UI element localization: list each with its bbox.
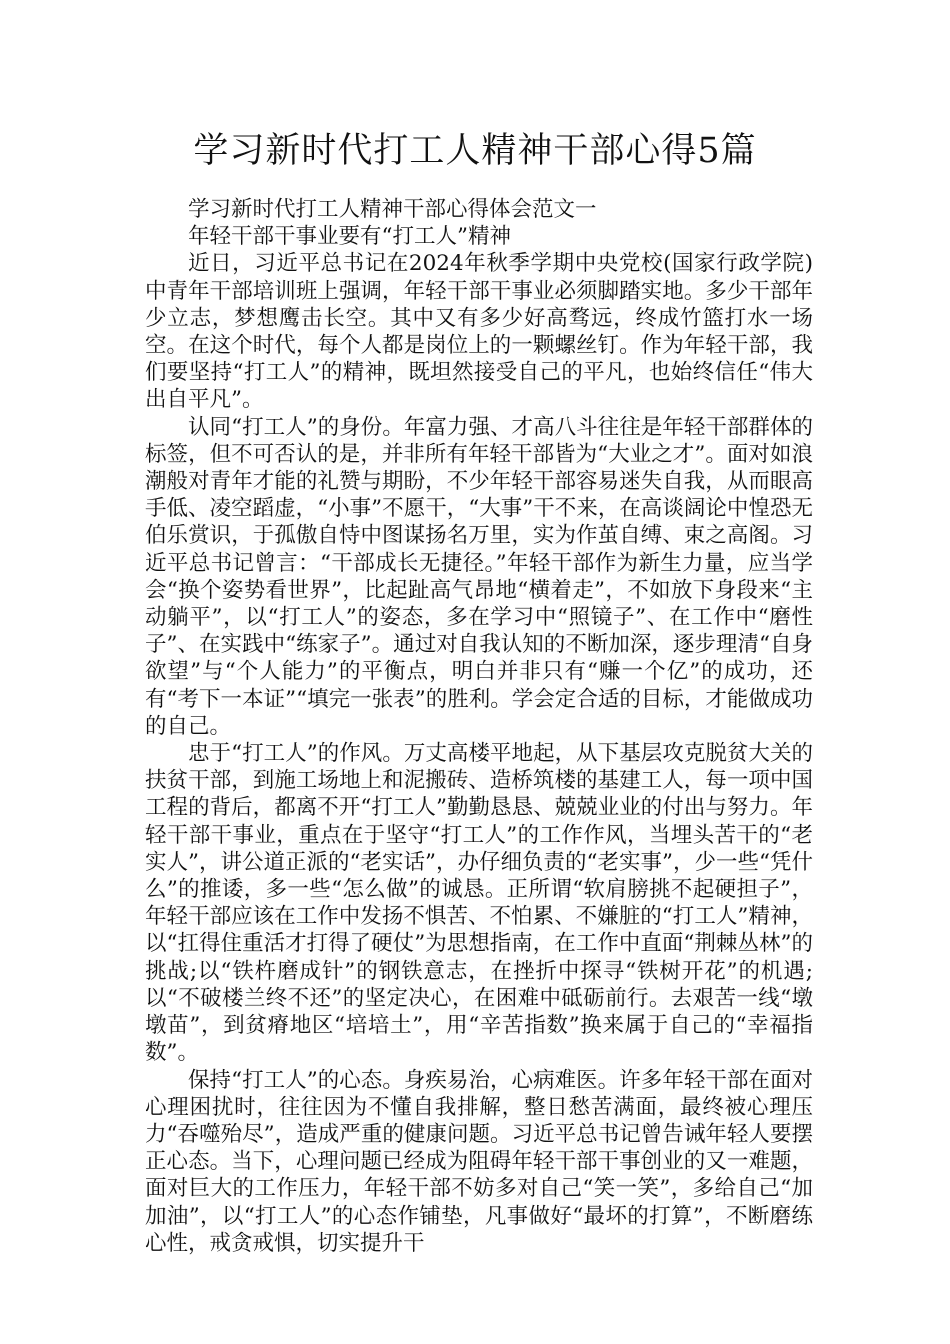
body-paragraph: 近日，习近平总书记在2024年秋季学期中央党校(国家行政学院)中青年干部培训班上强调，年轻干部干事业必须脚踏实地。多少干部年少立志，梦想鹰击长空。其中又有多少好高骛远，终成竹篮打水一场空。在这个时代，每个人都是岗位上的一颗螺丝钉。作为年轻干部，我们要坚持“打工人”的精神，既坦然接受自己的平凡，也始终信任“伟大出自平凡”。 [145, 251, 813, 413]
section-subheading: 年轻干部干事业要有“打工人”精神 [188, 224, 511, 250]
section-heading: 学习新时代打工人精神干部心得体会范文一 [188, 197, 597, 222]
document-body [145, 196, 813, 1257]
body-paragraph: 认同“打工人”的身份。年富力强、才高八斗往往是年轻干部群体的标签，但不可否认的是，并非所有年轻干部皆为“大业之才”。面对如浪潮般对青年才能的礼赞与期盼，不少年轻干部容易迷失自我，从而眼高手低、凌空蹈虚，“小事”不愿干，“大事”干不来，在高谈阔论中惶恐无伯乐赏识，于孤傲自恃中图谋扬名万里，实为作茧自缚、束之高阁。习近平总书记曾言：“干部成长无捷径。”年轻干部作为新生力量，应当学会“换个姿势看世界”，比起趾高气昂地“横着走”，不如放下身段来“主动躺平”，以“打工人”的姿态，多在学习中“照镜子”、在工作中“磨性子”、在实践中“练家子”。通过对自我认知的不断加深，逐步理清“自身欲望”与“个人能力”的平衡点，明白并非只有“赚一个亿”的成功，还有“考下一本证”“填完一张表”的胜利。学会定合适的目标，才能做成功的自己。 [145, 414, 813, 739]
body-paragraph: 保持“打工人”的心态。身疾易治，心病难医。许多年轻干部在面对心理困扰时，往往因为不懂自我排解，整日愁苦满面，最终被心理压力“吞噬殆尽”，造成严重的健康问题。习近平总书记曾告诫年轻人要摆正心态。当下，心理问题已经成为阻碍年轻干部干事创业的又一难题，面对巨大的工作压力，年轻干部不妨多对自己“笑一笑”，多给自己“加加油”，以“打工人”的心态作铺垫，凡事做好“最坏的打算”，不断磨练心性，戒贪戒惧，切实提升干 [145, 1067, 813, 1256]
document-title: 学习新时代打工人精神干部心得5篇 [193, 131, 757, 171]
body-paragraph: 忠于“打工人”的作风。万丈高楼平地起，从下基层攻克脱贫大关的扶贫干部，到施工场地上和泥搬砖、造桥筑楼的基建工人，每一项中国工程的背后，都离不开“打工人”勤勤恳恳、兢兢业业的付出与努力。年轻干部干事业，重点在于坚守“打工人”的工作作风，当埋头苦干的“老实人”，讲公道正派的“老实话”，办仔细负责的“老实事”，少一些“凭什么”的推诿，多一些“怎么做”的诚恳。正所谓“软肩膀挑不起硬担子”，年轻干部应该在工作中发扬不惧苦、不怕累、不嫌脏的“打工人”精神，以“扛得住重活才打得了硬仗”为思想指南，在工作中直面“荆棘丛林”的挑战;以“铁杵磨成针”的钢铁意志，在挫折中探寻“铁树开花”的机遇;以“不破楼兰终不还”的坚定决心，在困难中砥砺前行。去艰苦一线“墩墩苗”，到贫瘠地区“培培土”，用“辛苦指数”换来属于自己的“幸福指数”。 [145, 741, 813, 1066]
